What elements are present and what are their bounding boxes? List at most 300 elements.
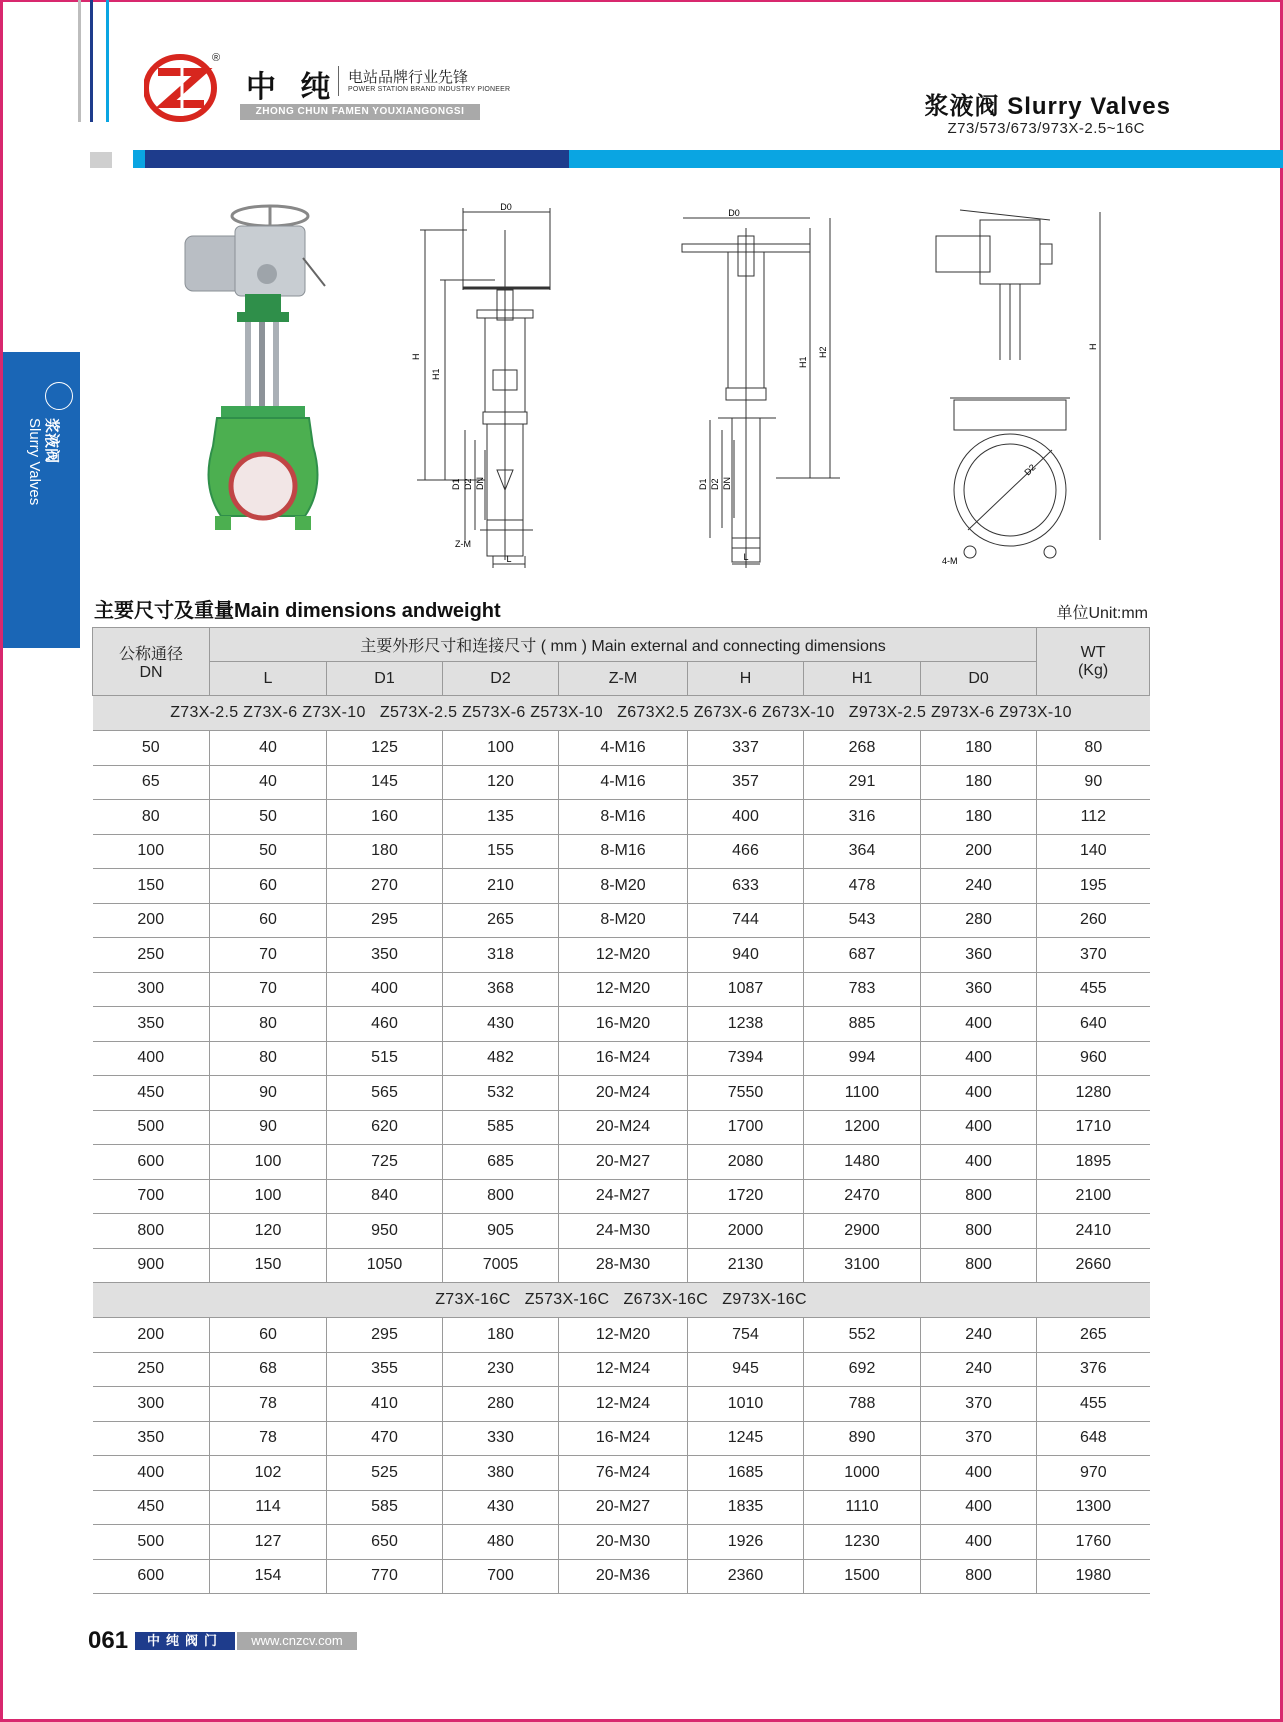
company-name-bar: ZHONG CHUN FAMEN YOUXIANGONGSI: [240, 104, 480, 120]
table-cell: 90: [210, 1076, 327, 1111]
table-row: [93, 1525, 1150, 1560]
table-cell: 127: [210, 1525, 327, 1560]
table-cell: 78: [210, 1387, 327, 1422]
table-cell: 300: [93, 1387, 210, 1422]
drawing3-label-h: H: [1088, 343, 1098, 350]
table-cell: 200: [921, 834, 1037, 869]
table-cell: 16-M24: [559, 1421, 688, 1456]
table-cell: 1926: [688, 1525, 804, 1560]
group1-models-row: Z73X-2.5 Z73X-6 Z73X-10 Z573X-2.5 Z573X-6 Z573X-10 Z673X2.5 Z673X-6 Z673X-10 Z973X-2.5 Z973X-6 Z973X-10: [93, 696, 1150, 731]
table-cell: 68: [210, 1352, 327, 1387]
table-cell: 265: [443, 903, 559, 938]
table-cell: 90: [210, 1110, 327, 1145]
table-cell: 692: [804, 1352, 921, 1387]
table-cell: 268: [804, 731, 921, 766]
table-cell: 8-M20: [559, 869, 688, 904]
table-cell: 300: [93, 972, 210, 1007]
table-cell: 1685: [688, 1456, 804, 1491]
table-cell: 368: [443, 972, 559, 1007]
table-cell: 240: [921, 1318, 1037, 1353]
table-cell: 370: [1037, 938, 1150, 973]
table-cell: 20-M36: [559, 1559, 688, 1594]
header-bar-cap: [133, 150, 145, 168]
table-cell: 890: [804, 1421, 921, 1456]
table-cell: 200: [93, 1318, 210, 1353]
table-cell: 12-M20: [559, 972, 688, 1007]
table-cell: 2100: [1037, 1179, 1150, 1214]
table-cell: 1300: [1037, 1490, 1150, 1525]
table-cell: 364: [804, 834, 921, 869]
table-cell: 525: [327, 1456, 443, 1491]
table-cell: 482: [443, 1041, 559, 1076]
table-cell: 400: [921, 1456, 1037, 1491]
table-cell: 455: [1037, 1387, 1150, 1422]
table-cell: 410: [327, 1387, 443, 1422]
header-bar-navy: [133, 150, 569, 168]
table-cell: 180: [327, 834, 443, 869]
group2-models-row: Z73X-16C Z573X-16C Z673X-16C Z973X-16C: [93, 1283, 1150, 1318]
valve-symbol-icon: [45, 382, 73, 410]
table-cell: 2360: [688, 1559, 804, 1594]
table-cell: 265: [1037, 1318, 1150, 1353]
table-cell: 8-M20: [559, 903, 688, 938]
table-cell: 994: [804, 1041, 921, 1076]
table-cell: 330: [443, 1421, 559, 1456]
table-cell: 970: [1037, 1456, 1150, 1491]
table-cell: 80: [93, 800, 210, 835]
table-cell: 20-M27: [559, 1145, 688, 1180]
table-cell: 648: [1037, 1421, 1150, 1456]
table-row: [93, 1318, 1150, 1353]
column-header-d1: D1: [327, 662, 443, 696]
table-cell: 70: [210, 972, 327, 1007]
table-cell: 8-M16: [559, 800, 688, 835]
wt-header-unit: (Kg): [1077, 661, 1109, 679]
header-bar-cyan: [569, 150, 1283, 168]
table-cell: 376: [1037, 1352, 1150, 1387]
table-cell: 543: [804, 903, 921, 938]
table-cell: 370: [921, 1421, 1037, 1456]
table-cell: 28-M30: [559, 1248, 688, 1283]
drawing3-label-4m: 4-M: [942, 556, 958, 566]
table-cell: 585: [443, 1110, 559, 1145]
table-cell: 280: [921, 903, 1037, 938]
table-cell: 114: [210, 1490, 327, 1525]
table-row: [93, 1007, 1150, 1042]
table-cell: 900: [93, 1248, 210, 1283]
table-row: [93, 1421, 1150, 1456]
table-cell: 450: [93, 1076, 210, 1111]
table-cell: 50: [93, 731, 210, 766]
table-cell: 500: [93, 1110, 210, 1145]
table-cell: 180: [921, 731, 1037, 766]
table-cell: 885: [804, 1007, 921, 1042]
table-cell: 65: [93, 765, 210, 800]
page-title: 浆液阀 Slurry Valves: [924, 93, 1171, 120]
table-cell: 12-M20: [559, 938, 688, 973]
table-row: [93, 731, 1150, 766]
table-cell: 1100: [804, 1076, 921, 1111]
table-cell: 430: [443, 1490, 559, 1525]
column-header-zm: Z-M: [559, 662, 688, 696]
decor-gray-square: [90, 152, 112, 168]
table-cell: 3100: [804, 1248, 921, 1283]
table-cell: 20-M24: [559, 1076, 688, 1111]
table-row: [93, 1248, 1150, 1283]
table-cell: 24-M30: [559, 1214, 688, 1249]
table-cell: 16-M24: [559, 1041, 688, 1076]
table-cell: 291: [804, 765, 921, 800]
table-cell: 1480: [804, 1145, 921, 1180]
brand-name: 中 纯: [246, 71, 339, 104]
table-cell: 76-M24: [559, 1456, 688, 1491]
column-header-d0: D0: [921, 662, 1037, 696]
table-cell: 160: [327, 800, 443, 835]
table-cell: 80: [210, 1007, 327, 1042]
valve-product-photo: [175, 196, 345, 556]
table-row: [93, 1214, 1150, 1249]
table-cell: 210: [443, 869, 559, 904]
table-cell: 2660: [1037, 1248, 1150, 1283]
table-cell: 195: [1037, 869, 1150, 904]
table-cell: 950: [327, 1214, 443, 1249]
table-row: [93, 765, 1150, 800]
table-cell: 400: [921, 1145, 1037, 1180]
table-cell: 355: [327, 1352, 443, 1387]
table-cell: 1087: [688, 972, 804, 1007]
dimensions-table: [92, 627, 1150, 1594]
table-cell: 400: [921, 1110, 1037, 1145]
column-header-d2: D2: [443, 662, 559, 696]
table-cell: 800: [443, 1179, 559, 1214]
table-cell: 100: [210, 1145, 327, 1180]
table-cell: 80: [210, 1041, 327, 1076]
table-cell: 180: [443, 1318, 559, 1353]
table-cell: 470: [327, 1421, 443, 1456]
drawing2-label-h2: H2: [818, 346, 828, 358]
valve-drawing-lever: [680, 208, 860, 572]
table-cell: 400: [921, 1007, 1037, 1042]
wt-header: [1037, 628, 1150, 696]
drawing2-label-l: L: [743, 552, 749, 562]
table-cell: 120: [443, 765, 559, 800]
table-cell: 1895: [1037, 1145, 1150, 1180]
table-cell: 40: [210, 765, 327, 800]
valve-drawing-actuator: [930, 200, 1110, 572]
table-cell: 78: [210, 1421, 327, 1456]
table-cell: 532: [443, 1076, 559, 1111]
table-row: [93, 1387, 1150, 1422]
drawing1-label-d2: D2: [463, 478, 473, 490]
table-cell: 2410: [1037, 1214, 1150, 1249]
table-cell: 1500: [804, 1559, 921, 1594]
table-cell: 70: [210, 938, 327, 973]
table-cell: 2130: [688, 1248, 804, 1283]
table-cell: 800: [921, 1214, 1037, 1249]
table-cell: 24-M27: [559, 1179, 688, 1214]
page-frame-top: [0, 0, 1283, 2]
table-cell: 1835: [688, 1490, 804, 1525]
drawing2-label-d2: D2: [710, 478, 720, 490]
table-row: [93, 1490, 1150, 1525]
table-cell: 2000: [688, 1214, 804, 1249]
table-cell: 120: [210, 1214, 327, 1249]
table-cell: 7550: [688, 1076, 804, 1111]
footer-brand: 中纯阀门: [135, 1632, 235, 1650]
table-cell: 940: [688, 938, 804, 973]
table-cell: 357: [688, 765, 804, 800]
table-cell: 154: [210, 1559, 327, 1594]
drawing1-label-h1: H1: [431, 368, 441, 380]
table-cell: 1700: [688, 1110, 804, 1145]
table-cell: 20-M30: [559, 1525, 688, 1560]
table-cell: 500: [93, 1525, 210, 1560]
table-cell: 400: [327, 972, 443, 1007]
table-cell: 230: [443, 1352, 559, 1387]
table-cell: 90: [1037, 765, 1150, 800]
table-cell: 685: [443, 1145, 559, 1180]
table-cell: 1000: [804, 1456, 921, 1491]
table-cell: 350: [327, 938, 443, 973]
table-cell: 960: [1037, 1041, 1150, 1076]
table-cell: 100: [210, 1179, 327, 1214]
table-cell: 1010: [688, 1387, 804, 1422]
table-cell: 400: [921, 1525, 1037, 1560]
table-cell: 1980: [1037, 1559, 1150, 1594]
table-cell: 633: [688, 869, 804, 904]
slogan-en: POWER STATION BRAND INDUSTRY PIONEER: [348, 86, 511, 93]
table-cell: 60: [210, 903, 327, 938]
table-cell: 150: [210, 1248, 327, 1283]
table-cell: 150: [93, 869, 210, 904]
table-cell: 380: [443, 1456, 559, 1491]
table-cell: 585: [327, 1490, 443, 1525]
table-cell: 125: [327, 731, 443, 766]
drawing1-label-d0: D0: [500, 202, 512, 212]
table-row: [93, 903, 1150, 938]
drawing1-label-zm: Z-M: [455, 539, 471, 549]
valve-drawing-handwheel: [405, 200, 585, 572]
table-cell: 2900: [804, 1214, 921, 1249]
table-cell: 145: [327, 765, 443, 800]
table-cell: 400: [921, 1041, 1037, 1076]
table-cell: 1230: [804, 1525, 921, 1560]
table-cell: 260: [1037, 903, 1150, 938]
table-cell: 280: [443, 1387, 559, 1422]
column-header-h: H: [688, 662, 804, 696]
table-cell: 180: [921, 765, 1037, 800]
table-row: [93, 869, 1150, 904]
dn-header-cn: 公称通径: [118, 646, 183, 663]
table-row: [93, 1179, 1150, 1214]
table-row: [93, 800, 1150, 835]
table-cell: 478: [804, 869, 921, 904]
table-cell: 450: [93, 1490, 210, 1525]
table-cell: 200: [93, 903, 210, 938]
table-cell: 2080: [688, 1145, 804, 1180]
table-cell: 515: [327, 1041, 443, 1076]
table-cell: 1245: [688, 1421, 804, 1456]
table-cell: 350: [93, 1007, 210, 1042]
table-cell: 600: [93, 1559, 210, 1594]
table-cell: 620: [327, 1110, 443, 1145]
table-cell: 8-M16: [559, 834, 688, 869]
decor-line-gray: [78, 0, 81, 122]
page-number: 061: [88, 1627, 129, 1654]
table-cell: 905: [443, 1214, 559, 1249]
table-cell: 1200: [804, 1110, 921, 1145]
table-row: [93, 1456, 1150, 1491]
table-cell: 1760: [1037, 1525, 1150, 1560]
table-cell: 370: [921, 1387, 1037, 1422]
table-cell: 12-M24: [559, 1352, 688, 1387]
table-cell: 295: [327, 1318, 443, 1353]
table-cell: 350: [93, 1421, 210, 1456]
table-row: [93, 1041, 1150, 1076]
table-cell: 135: [443, 800, 559, 835]
table-cell: 50: [210, 800, 327, 835]
decor-line-navy: [90, 0, 93, 122]
slogan-cn: 电站品牌行业先锋: [348, 69, 469, 86]
table-row: [93, 938, 1150, 973]
table-cell: 725: [327, 1145, 443, 1180]
footer-url: www.cnzcv.com: [237, 1632, 357, 1650]
table-cell: 1110: [804, 1490, 921, 1525]
table-cell: 800: [921, 1559, 1037, 1594]
table-cell: 565: [327, 1076, 443, 1111]
table-cell: 180: [921, 800, 1037, 835]
table-cell: 80: [1037, 731, 1150, 766]
table-cell: 270: [327, 869, 443, 904]
table-row: [93, 834, 1150, 869]
side-tab-en: Slurry Valves: [26, 418, 43, 506]
table-cell: 20-M24: [559, 1110, 688, 1145]
table-cell: 754: [688, 1318, 804, 1353]
table-cell: 20-M27: [559, 1490, 688, 1525]
table-cell: 140: [1037, 834, 1150, 869]
dn-header-sub: DN: [139, 664, 163, 681]
column-header-l: L: [210, 662, 327, 696]
table-cell: 700: [443, 1559, 559, 1594]
wt-header-label: WT: [1080, 643, 1106, 661]
table-cell: 250: [93, 938, 210, 973]
table-cell: 466: [688, 834, 804, 869]
table-cell: 100: [443, 731, 559, 766]
table-cell: 783: [804, 972, 921, 1007]
table-row: [93, 1352, 1150, 1387]
table-cell: 840: [327, 1179, 443, 1214]
table-cell: 788: [804, 1387, 921, 1422]
table-cell: 7394: [688, 1041, 804, 1076]
drawing3-label-d2: D2: [1022, 462, 1038, 478]
main-dimensions-header: 主要外形尺寸和连接尺寸 ( mm ) Main external and connecting dimensions: [210, 628, 1037, 662]
table-cell: 318: [443, 938, 559, 973]
table-cell: 12-M20: [559, 1318, 688, 1353]
table-cell: 800: [93, 1214, 210, 1249]
table-cell: 552: [804, 1318, 921, 1353]
table-cell: 50: [210, 834, 327, 869]
zhongchun-logo-icon: [144, 54, 220, 122]
table-cell: 250: [93, 1352, 210, 1387]
unit-label: 单位Unit:mm: [1056, 605, 1148, 622]
table-cell: 337: [688, 731, 804, 766]
table-cell: 1720: [688, 1179, 804, 1214]
side-tab-label: [26, 418, 60, 505]
side-tab-cn: 浆液阀: [43, 418, 60, 464]
table-row: [93, 1076, 1150, 1111]
drawing1-label-l: L: [506, 554, 512, 564]
table-cell: 800: [921, 1179, 1037, 1214]
table-cell: 4-M16: [559, 765, 688, 800]
table-cell: 770: [327, 1559, 443, 1594]
table-cell: 240: [921, 869, 1037, 904]
table-cell: 400: [93, 1041, 210, 1076]
table-cell: 1280: [1037, 1076, 1150, 1111]
table-cell: 360: [921, 972, 1037, 1007]
table-cell: 102: [210, 1456, 327, 1491]
column-header-h1: H1: [804, 662, 921, 696]
table-cell: 650: [327, 1525, 443, 1560]
model-range: Z73/573/673/973X-2.5~16C: [947, 120, 1145, 137]
table-row: [93, 1559, 1150, 1594]
table-row: [93, 972, 1150, 1007]
table-cell: 60: [210, 869, 327, 904]
table-cell: 800: [921, 1248, 1037, 1283]
table-cell: 700: [93, 1179, 210, 1214]
table-cell: 400: [921, 1490, 1037, 1525]
table-cell: 455: [1037, 972, 1150, 1007]
table-cell: 744: [688, 903, 804, 938]
table-cell: 2470: [804, 1179, 921, 1214]
table-cell: 687: [804, 938, 921, 973]
table-cell: 400: [921, 1076, 1037, 1111]
table-cell: 4-M16: [559, 731, 688, 766]
logo-separator: [338, 66, 339, 96]
table-cell: 240: [921, 1352, 1037, 1387]
drawing2-label-d1: D1: [698, 478, 708, 490]
table-cell: 7005: [443, 1248, 559, 1283]
table-cell: 400: [688, 800, 804, 835]
registered-mark: ®: [212, 52, 221, 64]
drawing1-label-h: H: [411, 353, 421, 360]
table-cell: 16-M20: [559, 1007, 688, 1042]
table-cell: 600: [93, 1145, 210, 1180]
table-cell: 12-M24: [559, 1387, 688, 1422]
table-cell: 60: [210, 1318, 327, 1353]
table-cell: 1710: [1037, 1110, 1150, 1145]
table-cell: 316: [804, 800, 921, 835]
table-cell: 460: [327, 1007, 443, 1042]
table-cell: 945: [688, 1352, 804, 1387]
drawing1-label-dn: DN: [475, 477, 485, 490]
drawing2-label-d0: D0: [728, 208, 740, 218]
table-cell: 155: [443, 834, 559, 869]
table-cell: 112: [1037, 800, 1150, 835]
table-cell: 360: [921, 938, 1037, 973]
drawing2-label-dn: DN: [722, 477, 732, 490]
table-cell: 1050: [327, 1248, 443, 1283]
table-row: [93, 1110, 1150, 1145]
decor-line-cyan: [106, 0, 109, 122]
table-cell: 480: [443, 1525, 559, 1560]
dn-header: [93, 628, 210, 696]
table-cell: 430: [443, 1007, 559, 1042]
table-cell: 640: [1037, 1007, 1150, 1042]
table-cell: 40: [210, 731, 327, 766]
table-cell: 1238: [688, 1007, 804, 1042]
table-cell: 100: [93, 834, 210, 869]
page-frame-left: [0, 0, 3, 1722]
